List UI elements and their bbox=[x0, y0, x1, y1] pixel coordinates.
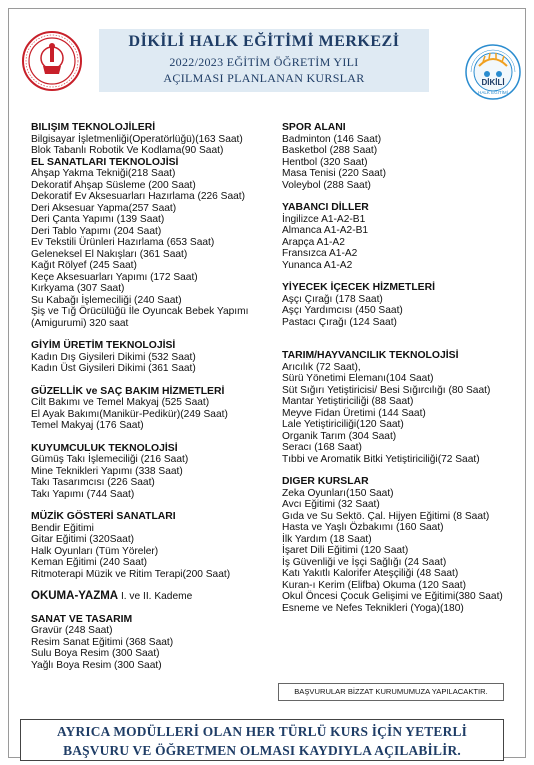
okuma-levels: I. ve II. Kademe bbox=[118, 591, 193, 602]
list-item: İngilizce A1-A2-B1 bbox=[282, 213, 366, 225]
list-item: Fransızca A1-A2 bbox=[282, 248, 358, 259]
list-item: Deri Aksesuar Yapma(257 Saat) bbox=[31, 202, 177, 214]
section-title-diger: DIGER KURSLAR bbox=[282, 476, 369, 487]
list-item: Kırkyama (307 Saat) bbox=[31, 283, 125, 294]
list-item: Seracı (168 Saat) bbox=[282, 442, 362, 453]
list-item: Hentbol (320 Saat) bbox=[282, 156, 368, 168]
list-item: Aşçı Çırağı (178 Saat) bbox=[282, 293, 383, 305]
list-item: Almanca A1-A2-B1 bbox=[282, 225, 369, 236]
header-banner bbox=[99, 29, 429, 92]
section-title-okuma: OKUMA-YAZMA bbox=[31, 590, 119, 602]
list-item: İşaret Dili Eğitimi (120 Saat) bbox=[282, 545, 409, 556]
list-item: Deri Tablo Yapımı (204 Saat) bbox=[31, 225, 162, 237]
list-item: Kuran-ı Kerim (Elifba) Okuma (120 Saat) bbox=[282, 579, 467, 591]
section-title-muzik: MÜZİK GÖSTERİ SANATLARI bbox=[31, 511, 176, 522]
list-item: Hasta ve Yaşlı Özbakımı (160 Saat) bbox=[282, 522, 444, 533]
list-item: Halk Oyunları (Tüm Yöreler) bbox=[31, 545, 159, 557]
list-item: Yunanca A1-A2 bbox=[282, 259, 353, 271]
list-item: Mantar Yetiştiriciliği (88 Saat) bbox=[282, 396, 414, 407]
list-item: Gravür (248 Saat) bbox=[31, 625, 113, 636]
list-item: Katı Yakıtlı Kalorifer Ateşçiliği (48 Saat) bbox=[282, 568, 459, 579]
logo-ring-text: HALK EĞİTİMİ bbox=[478, 90, 508, 95]
halk-egitimi-logo bbox=[465, 44, 521, 100]
section-title-yabanci-diller: YABANCI DİLLER bbox=[282, 202, 369, 213]
list-item: Bilgisayar İşletmenliği(Operatörlüğü)(163 Saat) bbox=[31, 133, 243, 145]
list-item: Geleneksel El Nakışları (361 Saat) bbox=[31, 248, 188, 260]
list-item: Şiş ve Tığ Örücülüğü İle Oyuncak Bebek Yapımı bbox=[31, 306, 249, 317]
list-item: Meyve Fidan Üretimi (144 Saat) bbox=[282, 407, 426, 419]
list-item: Keçe Aksesuarları Yapımı (172 Saat) bbox=[31, 271, 198, 283]
section-title-yiyecek: YİYECEK İÇECEK HİZMETLERİ bbox=[282, 282, 435, 293]
okuma-yazma-row bbox=[31, 591, 281, 603]
right-course-column bbox=[282, 122, 522, 614]
list-item: Kağıt Rölyef (245 Saat) bbox=[31, 260, 137, 271]
list-item: Badminton (146 Saat) bbox=[282, 133, 382, 145]
list-item: Ritmoterapi Müzik ve Ritim Terapi(200 Saat) bbox=[31, 568, 231, 580]
list-item: Deri Çanta Yapımı (139 Saat) bbox=[31, 214, 165, 225]
list-item: Voleybol (288 Saat) bbox=[282, 179, 371, 191]
list-item: Blok Tabanlı Robotik Ve Kodlama(90 Saat) bbox=[31, 145, 224, 156]
list-item: Organik Tarım (304 Saat) bbox=[282, 430, 397, 442]
section-title-guzellik: GÜZELLİK ve SAÇ BAKIM HİZMETLERİ bbox=[31, 385, 225, 397]
list-item: Lale Yetiştiriciliği(120 Saat) bbox=[282, 419, 404, 430]
list-item: (Amigurumi) 320 saat bbox=[31, 317, 129, 329]
list-item: Dekoratif Ahşap Süsleme (200 Saat) bbox=[31, 179, 196, 191]
list-item: Tıbbi ve Aromatik Bitki Yetiştiriciliği(72 Saat) bbox=[282, 453, 480, 465]
list-item: Cilt Bakımı ve Temel Makyaj (525 Saat) bbox=[31, 397, 210, 408]
list-item: Esneme ve Nefes Teknikleri (Yoga)(180) bbox=[282, 602, 464, 614]
section-title-bilisim: BILIŞIM TEKNOLOJİLERİ bbox=[31, 122, 156, 133]
list-item: Kadın Dış Giysileri Dikimi (532 Saat) bbox=[31, 351, 196, 363]
section-title-giyim: GİYİM ÜRETİM TEKNOLOJİSİ bbox=[31, 340, 176, 351]
section-title-kuyumculuk: KUYUMCULUK TEKNOLOJİSİ bbox=[31, 442, 178, 454]
list-item: İlk Yardım (18 Saat) bbox=[282, 533, 372, 545]
list-item: Mine Teknikleri Yapımı (338 Saat) bbox=[31, 465, 183, 477]
list-item: Pastacı Çırağı (124 Saat) bbox=[282, 316, 397, 328]
left-course-column bbox=[31, 122, 281, 671]
footer-line-1: AYRICA MODÜLLERİ OLAN HER TÜRLÜ KURS İÇİN YETERLİ bbox=[57, 724, 467, 739]
list-item: Yağlı Boya Resim (300 Saat) bbox=[31, 659, 162, 671]
list-item: Arıcılık (72 Saat), bbox=[282, 361, 361, 373]
list-item: Basketbol (288 Saat) bbox=[282, 145, 378, 156]
list-item: Sürü Yönetimi Elemanı(104 Saat) bbox=[282, 373, 434, 384]
application-note: BAŞVURULAR BİZZAT KURUMUMUZA YAPILACAKTIR. bbox=[278, 683, 504, 701]
footer-banner bbox=[20, 719, 504, 761]
meb-seal-logo bbox=[21, 30, 83, 92]
list-item: Bendir Eğitimi bbox=[31, 522, 94, 534]
section-title-spor: SPOR ALANI bbox=[282, 122, 346, 133]
page-title: DİKİLİ HALK EĞİTİMİ MERKEZİ bbox=[128, 33, 400, 50]
section-title-tarim: TARIM/HAYVANCILIK TEKNOLOJİSİ bbox=[282, 350, 459, 361]
list-item: Temel Makyaj (176 Saat) bbox=[31, 420, 144, 431]
list-item: İş Güvenliği ve İşçi Sağlığı (24 Saat) bbox=[282, 556, 447, 568]
list-item: Dekoratif Ev Aksesuarları Hazırlama (226 Saat) bbox=[31, 191, 246, 202]
list-item: Gıda ve Su Sektö. Çal. Hijyen Eğitimi (8 Saat) bbox=[282, 510, 490, 522]
page-subtitle-courses: AÇILMASI PLANLANAN KURSLAR bbox=[163, 71, 365, 85]
list-item: Kadın Üst Giysileri Dikimi (361 Saat) bbox=[31, 363, 196, 374]
list-item: Ev Tekstili Ürünleri Hazırlama (653 Saat) bbox=[31, 237, 215, 248]
list-item: Okul Öncesi Çocuk Gelişimi ve Eğitimi(380 Saat) bbox=[282, 591, 503, 602]
section-title-el-sanatlari: EL SANATLARI TEKNOLOJİSİ bbox=[31, 156, 179, 168]
list-item: Sulu Boya Resim (300 Saat) bbox=[31, 648, 160, 659]
list-item: Gitar Eğitimi (320Saat) bbox=[31, 534, 135, 545]
page-subtitle-year: 2022/2023 EĞİTİM ÖĞRETİM YILI bbox=[169, 55, 359, 69]
list-item: Aşçı Yardımcısı (450 Saat) bbox=[282, 305, 403, 316]
list-item: Resim Sanat Eğitimi (368 Saat) bbox=[31, 636, 174, 648]
list-item: Süt Sığırı Yetiştiricisi/ Besi Sığırcılığı (80 Saat) bbox=[282, 384, 491, 396]
footer-line-2: BAŞVURU VE ÖĞRETMEN OLMASI KAYDIYLA AÇILABİLİR. bbox=[63, 743, 461, 758]
list-item: Zeka Oyunları(150 Saat) bbox=[282, 487, 394, 499]
list-item: Takı Yapımı (744 Saat) bbox=[31, 488, 135, 500]
list-item: Ahşap Yakma Tekniği(218 Saat) bbox=[31, 168, 176, 179]
list-item: Takı Tasarımcısı (226 Saat) bbox=[31, 477, 155, 488]
list-item: Su Kabağı İşlemeciliği (240 Saat) bbox=[31, 294, 182, 306]
list-item: Keman Eğitimi (240 Saat) bbox=[31, 557, 148, 568]
list-item: Arapça A1-A2 bbox=[282, 236, 345, 248]
list-item: Masa Tenisi (220 Saat) bbox=[282, 168, 387, 179]
logo-dikili-text: DİKİLİ bbox=[481, 78, 505, 87]
list-item: Gümüş Takı İşlemeciliği (216 Saat) bbox=[31, 454, 189, 465]
list-item: El Ayak Bakımı(Manikür-Pedikür)(249 Saat) bbox=[31, 408, 228, 420]
section-title-sanat: SANAT VE TASARIM bbox=[31, 613, 133, 625]
list-item: Avcı Eğitimi (32 Saat) bbox=[282, 499, 380, 510]
